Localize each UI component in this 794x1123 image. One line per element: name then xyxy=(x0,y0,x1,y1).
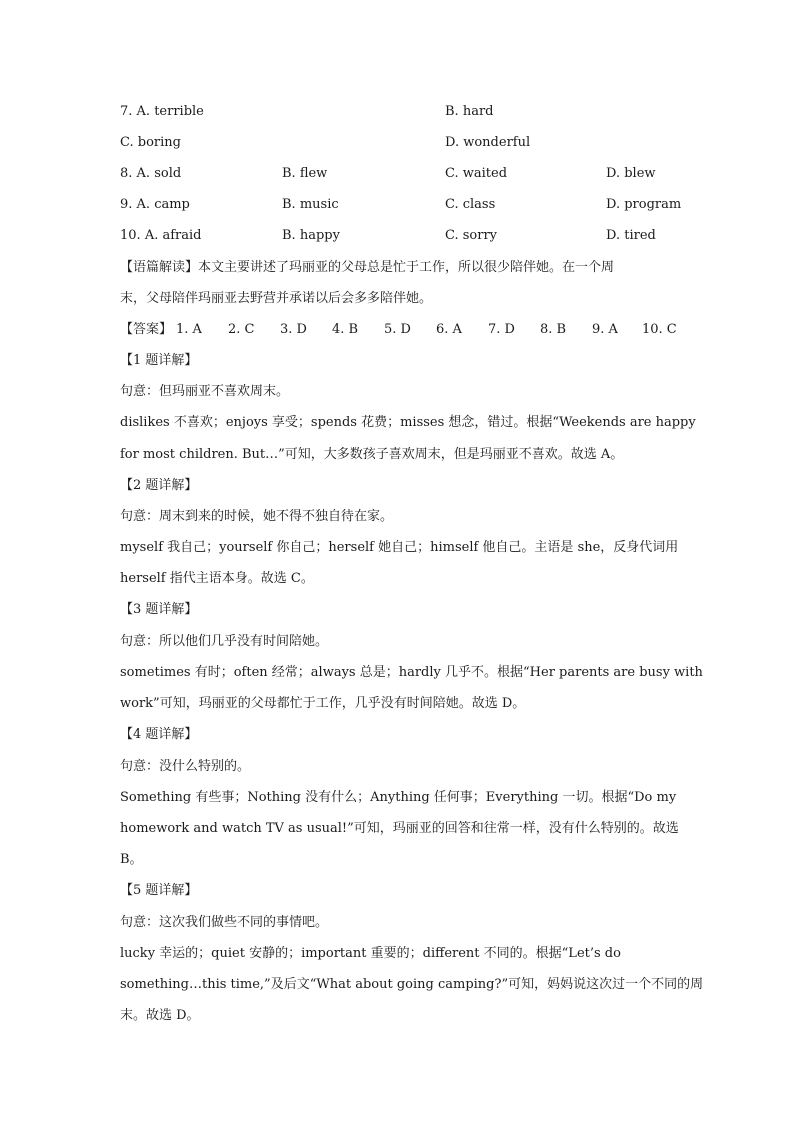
q7-option-d: D. wonderful xyxy=(445,135,531,150)
explanation-2-line: herself 指代主语本身。故选 C。 xyxy=(120,571,314,586)
q9-option-a: 9. A. camp xyxy=(120,197,190,212)
answer-item: 1. A xyxy=(176,322,202,337)
answer-item: 3. D xyxy=(280,322,307,337)
answer-item: 6. A xyxy=(436,322,462,337)
q7-option-b: B. hard xyxy=(445,104,494,119)
summary-line-2: 末，父母陪伴玛丽亚去野营并承诺以后会多多陪伴她。 xyxy=(120,291,433,306)
q10-option-a: 10. A. afraid xyxy=(120,228,202,243)
answer-item: 5. D xyxy=(384,322,411,337)
explanation-5-line: something…this time,”及后文“What about going camping?”可知，妈妈说这次过一个不同的周 xyxy=(120,977,704,992)
answer-item: 7. D xyxy=(488,322,515,337)
q10-option-b: B. happy xyxy=(282,228,340,243)
explanation-1-meaning: 句意：但玛丽亚不喜欢周末。 xyxy=(120,384,290,399)
explanation-1-heading: 【1 题详解】 xyxy=(120,353,198,368)
explanation-5-line: 末。故选 D。 xyxy=(120,1008,200,1023)
explanation-3-heading: 【3 题详解】 xyxy=(120,602,198,617)
explanation-4-line: homework and watch TV as usual!”可知，玛丽亚的回答和往常一样，没有什么特别的。故选 xyxy=(120,821,679,836)
explanation-1-line: dislikes 不喜欢；enjoys 享受；spends 花费；misses 想念，错过。根据“Weekends are happy xyxy=(120,415,696,430)
answer-label: 【答案】 xyxy=(120,322,173,337)
summary-line-1: 【语篇解读】本文主要讲述了玛丽亚的父母总是忙于工作，所以很少陪伴她。在一个周 xyxy=(120,260,615,275)
explanation-5-heading: 【5 题详解】 xyxy=(120,883,198,898)
q8-option-b: B. flew xyxy=(282,166,328,181)
explanation-5-line: lucky 幸运的；quiet 安静的；important 重要的；different 不同的。根据“Let’s do xyxy=(120,946,621,961)
explanation-2-meaning: 句意：周末到来的时候，她不得不独自待在家。 xyxy=(120,509,394,524)
explanation-1-line: for most children. But…”可知，大多数孩子喜欢周末，但是玛丽亚不喜欢。故选 A。 xyxy=(120,447,624,462)
explanation-4-line: B。 xyxy=(120,852,143,867)
q8-option-c: C. waited xyxy=(445,166,508,181)
q7-option-a: 7. A. terrible xyxy=(120,104,204,119)
q8-option-d: D. blew xyxy=(606,166,656,181)
q10-option-d: D. tired xyxy=(606,228,656,243)
explanation-3-line: sometimes 有时；often 经常；always 总是；hardly 几乎不。根据“Her parents are busy with xyxy=(120,665,703,680)
answer-item: 2. C xyxy=(228,322,255,337)
q9-option-c: C. class xyxy=(445,197,496,212)
explanation-2-heading: 【2 题详解】 xyxy=(120,478,198,493)
answer-item: 4. B xyxy=(332,322,359,337)
answer-item: 10. C xyxy=(642,322,677,337)
explanation-3-meaning: 句意：所以他们几乎没有时间陪她。 xyxy=(120,634,329,649)
q9-option-d: D. program xyxy=(606,197,682,212)
explanation-4-line: Something 有些事；Nothing 没有什么；Anything 任何事；Everything 一切。根据“Do my xyxy=(120,790,677,805)
explanation-3-line: work”可知，玛丽亚的父母都忙于工作，几乎没有时间陪她。故选 D。 xyxy=(120,696,526,711)
q8-option-a: 8. A. sold xyxy=(120,166,182,181)
q7-option-c: C. boring xyxy=(120,135,181,150)
q9-option-b: B. music xyxy=(282,197,339,212)
explanation-4-heading: 【4 题详解】 xyxy=(120,727,198,742)
explanation-2-line: myself 我自己；yourself 你自己；herself 她自己；himself 他自己。主语是 she，反身代词用 xyxy=(120,540,679,555)
answer-key xyxy=(120,321,676,339)
q10-option-c: C. sorry xyxy=(445,228,498,243)
explanation-4-meaning: 句意：没什么特别的。 xyxy=(120,759,251,774)
explanation-5-meaning: 句意：这次我们做些不同的事情吧。 xyxy=(120,915,329,930)
answer-item: 9. A xyxy=(592,322,618,337)
answer-item: 8. B xyxy=(540,322,567,337)
